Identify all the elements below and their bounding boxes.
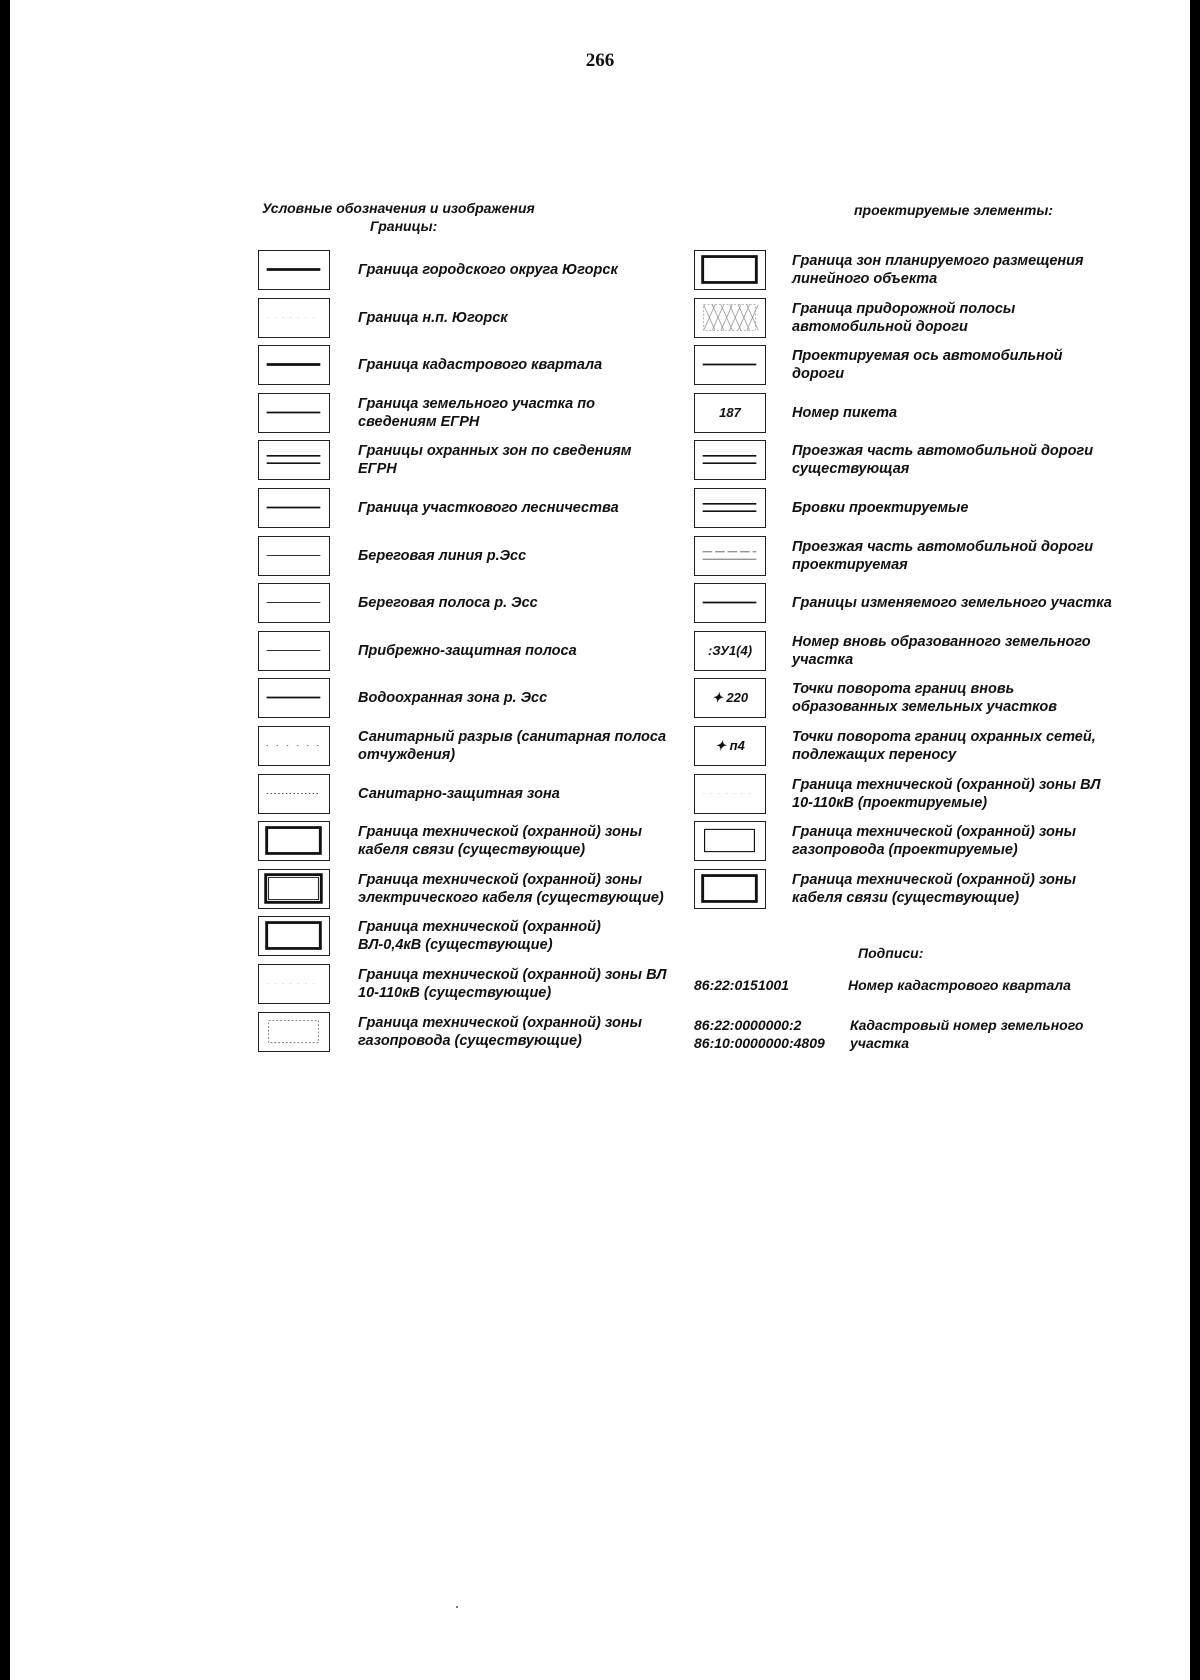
legend-symbol — [258, 631, 330, 671]
legend-symbol — [258, 488, 330, 528]
legend-label: Граница технической (охранной) зоны газопровода (проектируемые) — [792, 824, 1077, 859]
left-legend-item — [258, 964, 668, 1004]
left-legend-item — [258, 536, 668, 576]
legend-symbol — [258, 916, 330, 956]
legend-label: Номер вновь образованного земельного участка — [792, 633, 1091, 668]
legend-symbol — [258, 393, 330, 433]
legend-label: Граница городского округа Югорск — [358, 262, 618, 278]
right-legend-item — [694, 821, 1112, 861]
right-legend-item — [694, 869, 1112, 909]
legend-symbol-text: 187 — [719, 405, 741, 421]
legend-label: Граница придорожной полосы автомобильной дороги — [792, 300, 1016, 335]
right-legend-item — [694, 345, 1112, 385]
legend-symbol-text: ✦ 220 — [711, 690, 749, 706]
right-legend-item — [694, 298, 1112, 338]
legend-symbol — [694, 583, 766, 623]
legend-label: Граница кадастрового квартала — [358, 357, 603, 374]
legend-label: Границы охранных зон по сведениям ЕГРН — [358, 443, 632, 478]
legend-symbol — [694, 536, 766, 576]
legend-label: Точки поворота границ вновь образованных земельных участков — [792, 681, 1058, 716]
legend-symbol — [694, 345, 766, 385]
legend-label: Граница технической (охранной) ВЛ-0,4кВ (существующие) — [358, 919, 601, 954]
legend-label: Граница технической (охранной) зоны ВЛ 10-110кВ (проектируемые) — [792, 776, 1101, 811]
legend-symbol — [258, 821, 330, 861]
legend-symbol — [694, 393, 766, 433]
legend-symbol — [258, 869, 330, 909]
legend-symbol — [694, 726, 766, 766]
legend-symbol — [258, 964, 330, 1004]
page-number: 266 — [585, 50, 615, 71]
left-legend-item — [258, 250, 668, 290]
left-legend-item — [258, 774, 668, 814]
legend-label: Граница земельного участка по сведениям ЕГРН — [358, 395, 595, 430]
legend-label: Проезжая часть автомобильной дороги проектируемая — [792, 538, 1094, 573]
legend-label: Граница технической (охранной) зоны кабеля связи (существующие) — [358, 824, 643, 859]
legend-symbol — [258, 536, 330, 576]
right-legend-item — [694, 774, 1112, 814]
legend-symbol — [694, 440, 766, 480]
caption-label: Кадастровый номер земельного участка — [850, 1017, 1084, 1051]
legend-symbol — [694, 488, 766, 528]
caption-label: Номер кадастрового квартала — [848, 977, 1071, 993]
scan-right-edge — [1190, 0, 1200, 1680]
caption-code: 86:22:0000000:2 86:10:0000000:4809 — [694, 1017, 825, 1051]
legend-symbol — [258, 345, 330, 385]
legend-symbol — [694, 869, 766, 909]
legend-label: Граница зон планируемого размещения линейного объекта — [792, 253, 1084, 287]
legend-label: Береговая полоса р. Эсс — [358, 595, 538, 612]
right-legend-item — [694, 440, 1112, 480]
left-legend-item — [258, 298, 668, 338]
legend-symbol — [694, 298, 766, 338]
legend-label: Номер пикета — [792, 404, 898, 421]
caption-code: 86:22:0151001 — [694, 977, 789, 993]
right-legend-item — [694, 250, 1112, 290]
legend-symbol — [258, 250, 330, 290]
legend-symbol-text: ✦ п4 — [715, 738, 745, 753]
right-legend-item — [694, 583, 1112, 623]
legend-symbol — [258, 726, 330, 766]
scan-speck — [456, 1606, 458, 1608]
right-legend-item — [694, 726, 1112, 766]
legend-symbol — [258, 440, 330, 480]
right-legend-item — [694, 536, 1112, 576]
legend-label: Границы изменяемого земельного участка — [792, 595, 1112, 612]
legend-label: Граница технической (охранной) зоны кабеля связи (существующие) — [792, 871, 1077, 906]
legend-label: Санитарный разрыв (санитарная полоса отчуждения) — [358, 729, 667, 763]
legend-label: Проезжая часть автомобильной дороги существующая — [792, 443, 1094, 478]
legend-subtitle-borders: Границы: — [370, 218, 438, 234]
legend-symbol — [694, 250, 766, 290]
legend-right-title: проектируемые элементы: — [854, 202, 1053, 218]
left-legend-item — [258, 678, 668, 718]
left-legend-item — [258, 440, 668, 480]
legend-symbol — [694, 821, 766, 861]
legend-symbol — [258, 583, 330, 623]
legend-label: Прибрежно-защитная полоса — [358, 642, 577, 659]
legend-symbol — [258, 1012, 330, 1052]
right-legend-item — [694, 631, 1112, 671]
captions-title: Подписи: — [858, 945, 924, 961]
left-legend-item — [258, 821, 668, 861]
legend-label: Береговая линия р.Эсс — [358, 547, 527, 564]
left-legend-item — [258, 726, 668, 766]
left-legend-item — [258, 631, 668, 671]
left-legend-item — [258, 916, 668, 956]
legend-label: Водоохранная зона р. Эсс — [358, 690, 548, 707]
legend-label: Граница технической (охранной) зоны газопровода (существующие) — [358, 1014, 643, 1049]
legend-symbol — [694, 774, 766, 814]
right-legend-item — [694, 488, 1112, 528]
right-legend-item — [694, 393, 1112, 433]
legend-label: Санитарно-защитная зона — [358, 785, 560, 802]
left-legend-item — [258, 488, 668, 528]
legend-symbol — [258, 774, 330, 814]
left-legend-item — [258, 345, 668, 385]
legend-symbol — [694, 631, 766, 671]
legend-label: Граница н.п. Югорск — [358, 309, 508, 326]
legend-label: Граница технической (охранной) зоны электрического кабеля (существующие) — [358, 871, 664, 906]
legend-title: Условные обозначения и изображения — [262, 200, 535, 216]
left-legend-item — [258, 869, 668, 909]
legend-symbol — [694, 678, 766, 718]
scan-left-edge — [0, 0, 10, 1680]
legend-label: Бровки проектируемые — [792, 500, 969, 516]
legend-symbol-text: :ЗУ1(4) — [707, 643, 753, 659]
legend-label: Проектируемая ось автомобильной дороги — [792, 348, 1063, 383]
legend-label: Граница технической (охранной) зоны ВЛ 10-110кВ (существующие) — [358, 967, 667, 1001]
left-legend-item — [258, 393, 668, 433]
legend-symbol — [258, 298, 330, 338]
left-legend-item — [258, 1012, 668, 1052]
legend-symbol — [258, 678, 330, 718]
left-legend-item — [258, 583, 668, 623]
right-legend-item — [694, 678, 1112, 718]
legend-label: Граница участкового лесничества — [358, 500, 619, 516]
legend-label: Точки поворота границ охранных сетей, подлежащих переносу — [792, 729, 1096, 763]
